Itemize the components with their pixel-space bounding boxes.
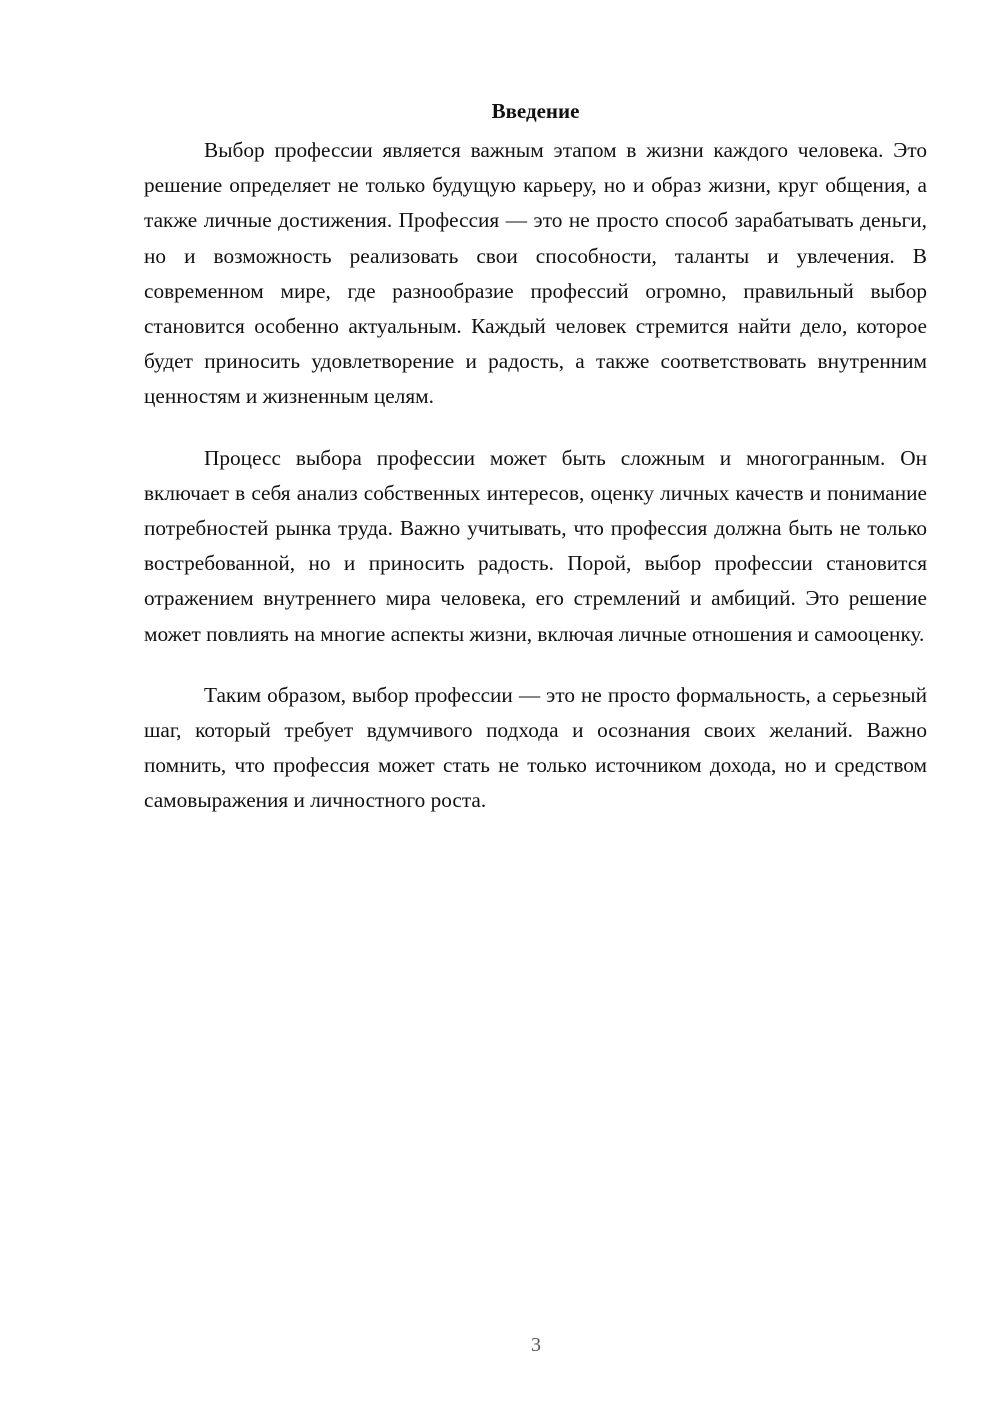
paragraph-2: Процесс выбора профессии может быть сложным и многогранным. Он включает в себя анализ собственных интересов, оценку личных качеств и понимание потребностей рынка труда. Важно учитывать, что профессия должна быть не только востребованной, но и приносить радость. Порой, выбор профессии становится отражением внутреннего мира человека, его стремлений и амбиций. Это решение может повлиять на многие аспекты жизни, включая личные отношения и самооценку. bbox=[144, 445, 927, 646]
page-number: 3 bbox=[531, 1334, 541, 1356]
section-title: Введение bbox=[491, 99, 580, 123]
page-content bbox=[144, 96, 927, 845]
paragraph-3: Таким образом, выбор профессии — это не просто формальность, а серьезный шаг, который требует вдумчивого подхода и осознания своих желаний. Важно помнить, что профессия может стать не только источником дохода, но и средством самовыражения и личностного роста. bbox=[144, 682, 927, 813]
paragraph-1: Выбор профессии является важным этапом в жизни каждого человека. Это решение определяет не только будущую карьеру, но и образ жизни, круг общения, а также личные достижения. Профессия — это не просто способ зарабатывать деньги, но и возможность реализовать свои способности, таланты и увлечения. В современном мире, где разнообразие профессий огромно, правильный выбор становится особенно актуальным. Каждый человек стремится найти дело, которое будет приносить удовлетворение и радость, а также соответствовать внутренним ценностям и жизненным целям. bbox=[144, 138, 927, 409]
